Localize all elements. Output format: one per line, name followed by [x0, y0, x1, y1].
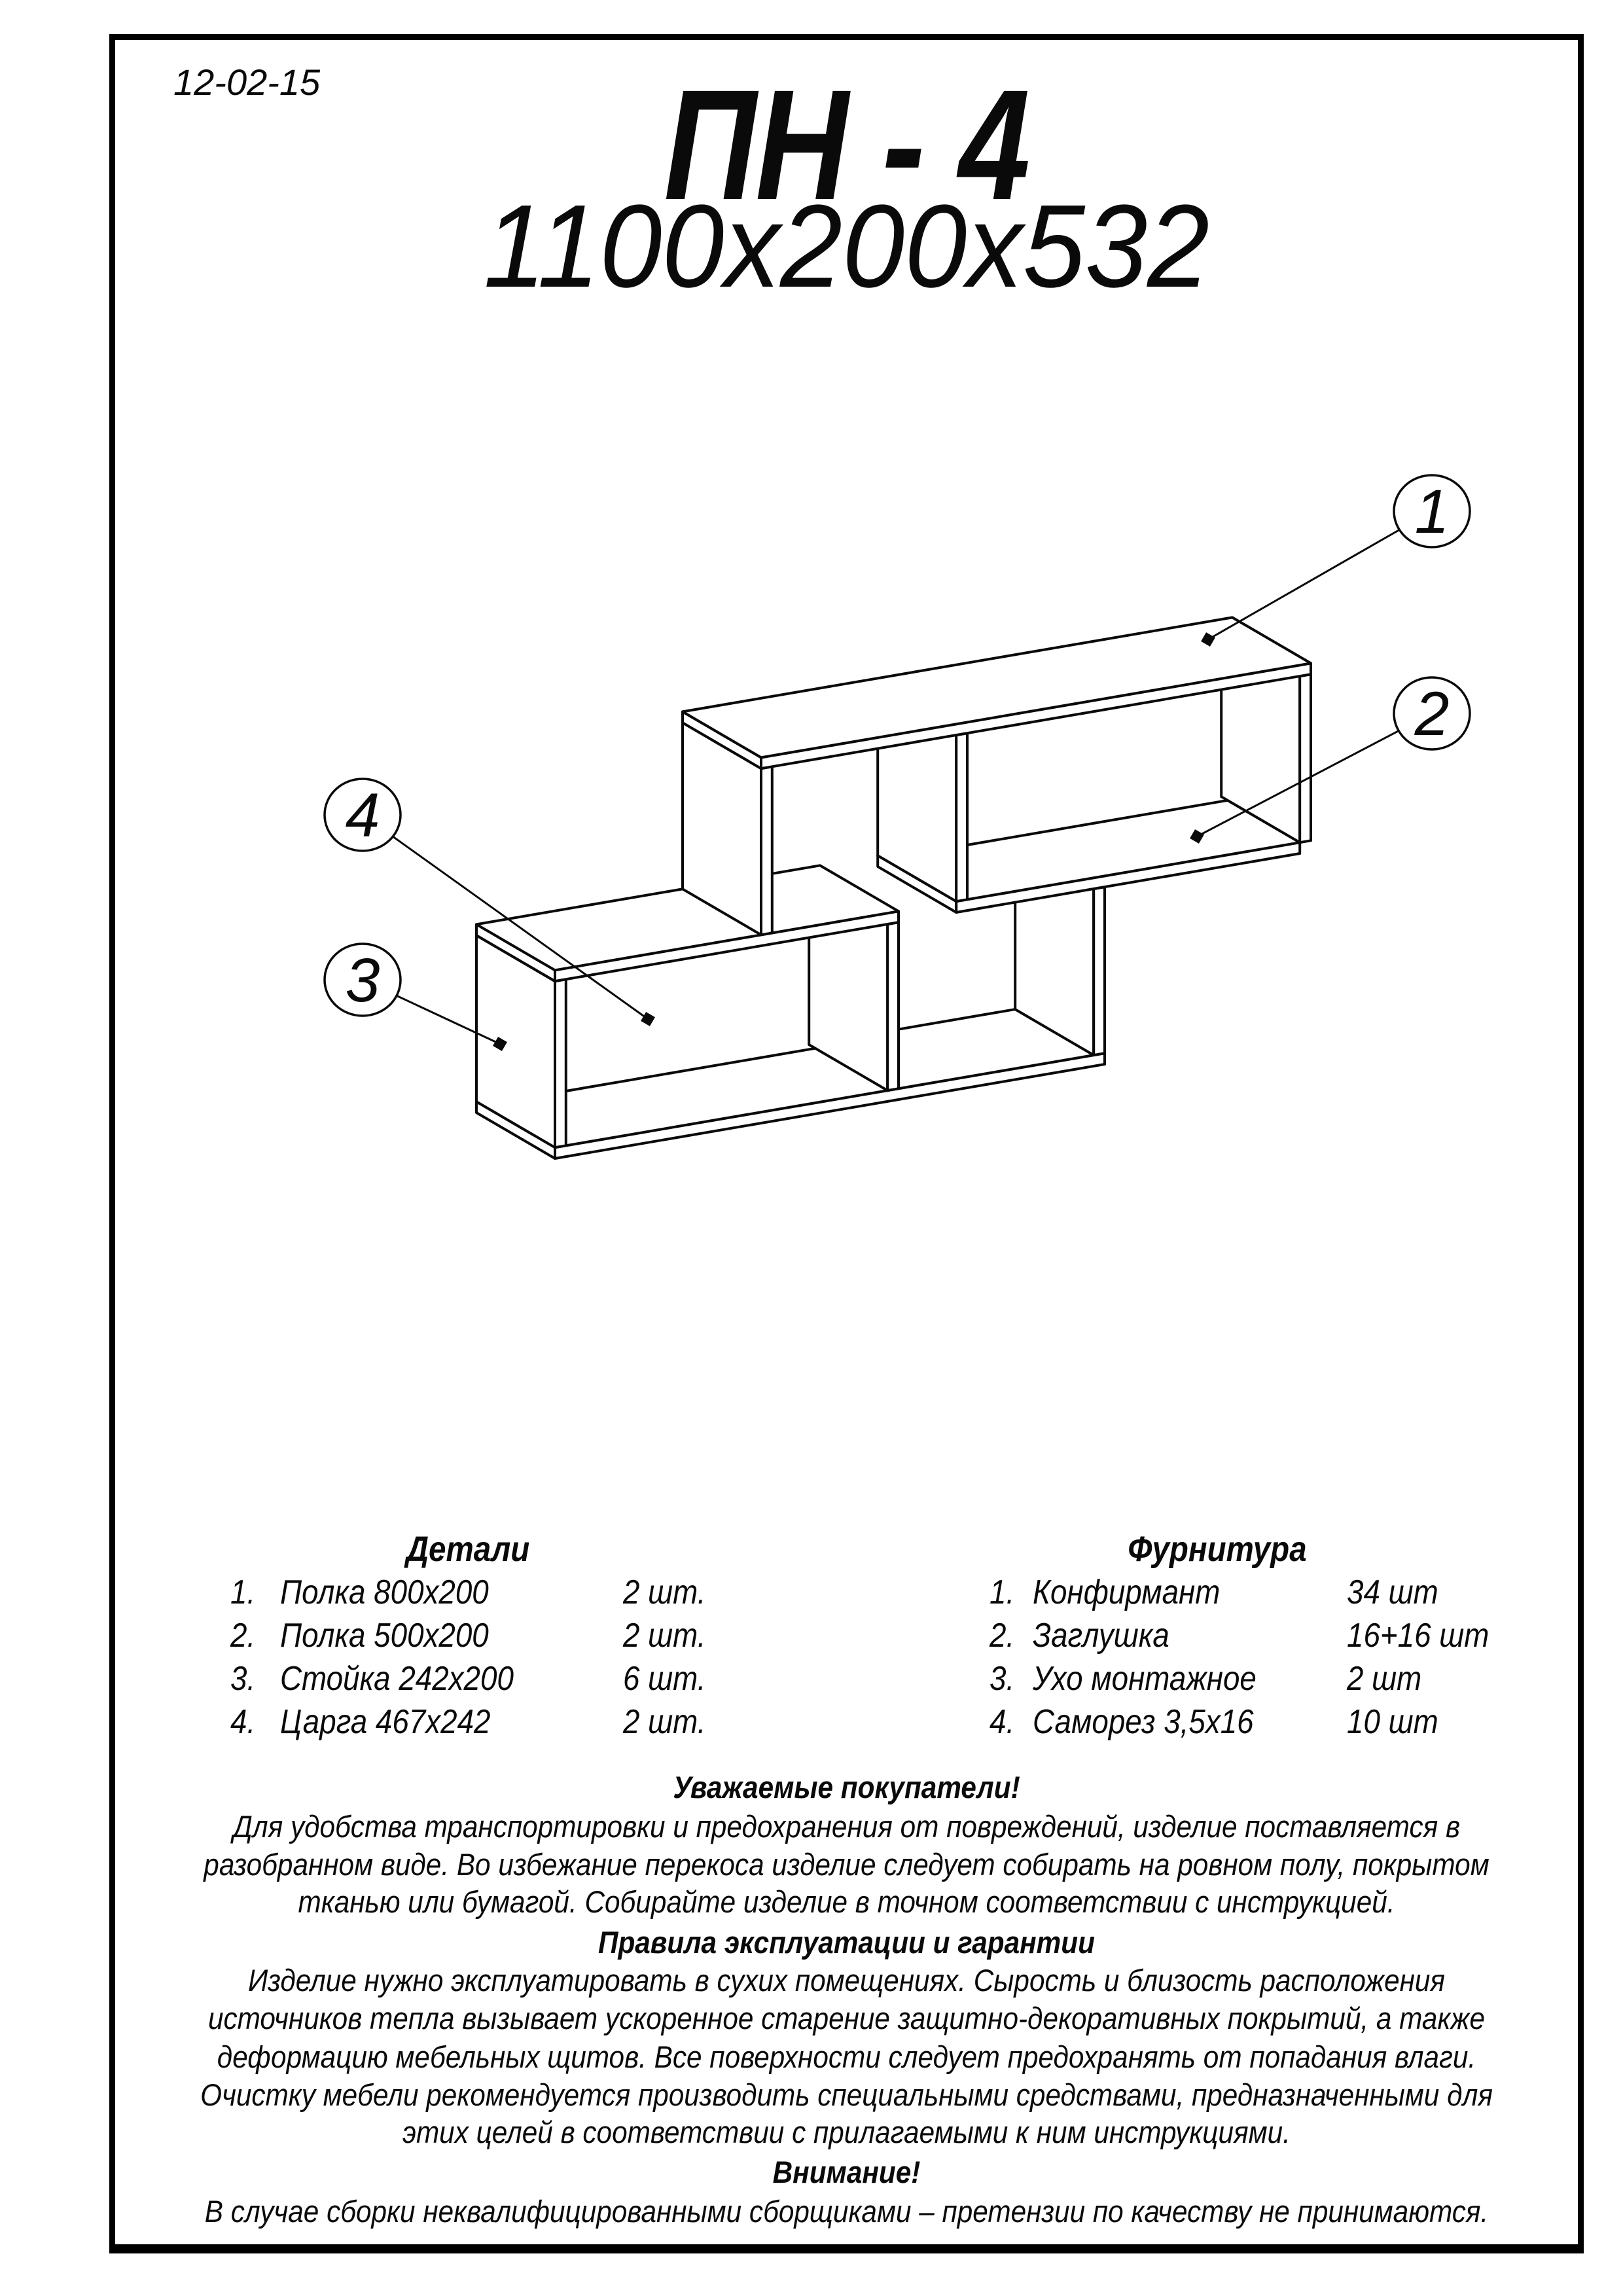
parts-row-num: 1.: [230, 1573, 256, 1611]
stand-lower-left-front-face: [555, 979, 566, 1147]
hardware-row-num: 3.: [990, 1660, 1015, 1698]
hardware-row-num: 2.: [990, 1617, 1015, 1655]
parts-row-qty: 2 шт.: [623, 1617, 706, 1655]
attention-heading: Внимание!: [772, 2155, 921, 2189]
rules-heading: Правила эксплуатации и гарантии: [598, 1925, 1095, 1960]
hardware-row-qty: 2 шт: [1347, 1660, 1422, 1698]
hardware-row-qty: 34 шт: [1347, 1573, 1438, 1611]
callout-number-4: 4: [345, 781, 380, 850]
note-line: В случае сборки неквалифицированными сборщиками – претензии по качеству не принимаются.: [204, 2194, 1489, 2229]
stand-lower-mid-front-face: [887, 922, 899, 1090]
parts-row-name: Полка 500х200: [280, 1617, 489, 1655]
note-line: этих целей в соответствии с прилагаемыми к ним инструкциями.: [402, 2115, 1291, 2149]
note-line: Изделие нужно эксплуатировать в сухих помещениях. Сырость и близость расположения: [247, 1963, 1446, 1998]
note-line: Для удобства транспортировки и предохранения от повреждений, изделие поставляется в: [232, 1809, 1461, 1844]
hardware-row-qty: 16+16 шт: [1347, 1617, 1489, 1655]
product-dimensions: 1100х200х532: [483, 181, 1210, 312]
greeting-heading: Уважаемые покупатели!: [673, 1770, 1020, 1804]
callout-leader-1: [1208, 511, 1432, 639]
parts-row-name: Полка 800х200: [280, 1573, 489, 1611]
parts-row-num: 3.: [230, 1660, 256, 1698]
stand-upper-left-front-face: [761, 766, 772, 935]
parts-row-qty: 2 шт.: [623, 1573, 706, 1611]
note-line: деформацию мебельных щитов. Все поверхности следует предохранять от попадания влаги.: [217, 2039, 1476, 2074]
parts-row-num: 4.: [230, 1703, 256, 1741]
callout-number-1: 1: [1414, 477, 1450, 547]
note-line: разобранном виде. Во избежание перекоса изделие следует собирать на ровном полу, покрытом: [204, 1847, 1489, 1882]
parts-list-header: Детали: [406, 1530, 530, 1569]
hardware-row-name: Конфирмант: [1033, 1573, 1221, 1611]
hardware-row-name: Ухо монтажное: [1033, 1660, 1257, 1698]
parts-row-num: 2.: [230, 1617, 256, 1655]
parts-row-qty: 2 шт.: [623, 1703, 706, 1741]
stand-upper-mid-front-face: [956, 733, 967, 901]
parts-row-name: Царга 467х242: [280, 1703, 491, 1741]
hardware-row-num: 4.: [990, 1703, 1015, 1741]
hardware-list-header: Фурнитура: [1128, 1530, 1307, 1569]
note-line: источников тепла вызывает ускоренное старение защитно-декоративных покрытий, а также: [207, 2001, 1486, 2036]
product-title: ПН - 4: [664, 57, 1029, 232]
hardware-row-num: 1.: [990, 1573, 1015, 1611]
document-date: 12-02-15: [173, 62, 321, 103]
hardware-row-name: Саморез 3,5х16: [1033, 1703, 1254, 1741]
hardware-row-name: Заглушка: [1033, 1617, 1169, 1655]
parts-row-qty: 6 шт.: [623, 1660, 706, 1698]
stand-lower-right-front-face: [1094, 887, 1105, 1055]
note-line: тканью или бумагой. Собирайте изделие в точном соответствии с инструкцией.: [298, 1884, 1395, 1919]
parts-row-name: Стойка 242х200: [280, 1660, 514, 1698]
callout-number-2: 2: [1414, 679, 1450, 749]
note-line: Очистку мебели рекомендуется производить специальными средствами, предназначенными для: [200, 2077, 1493, 2112]
callout-number-3: 3: [345, 946, 380, 1015]
stand-upper-right-front-face: [1300, 674, 1311, 842]
hardware-row-qty: 10 шт: [1347, 1703, 1438, 1741]
